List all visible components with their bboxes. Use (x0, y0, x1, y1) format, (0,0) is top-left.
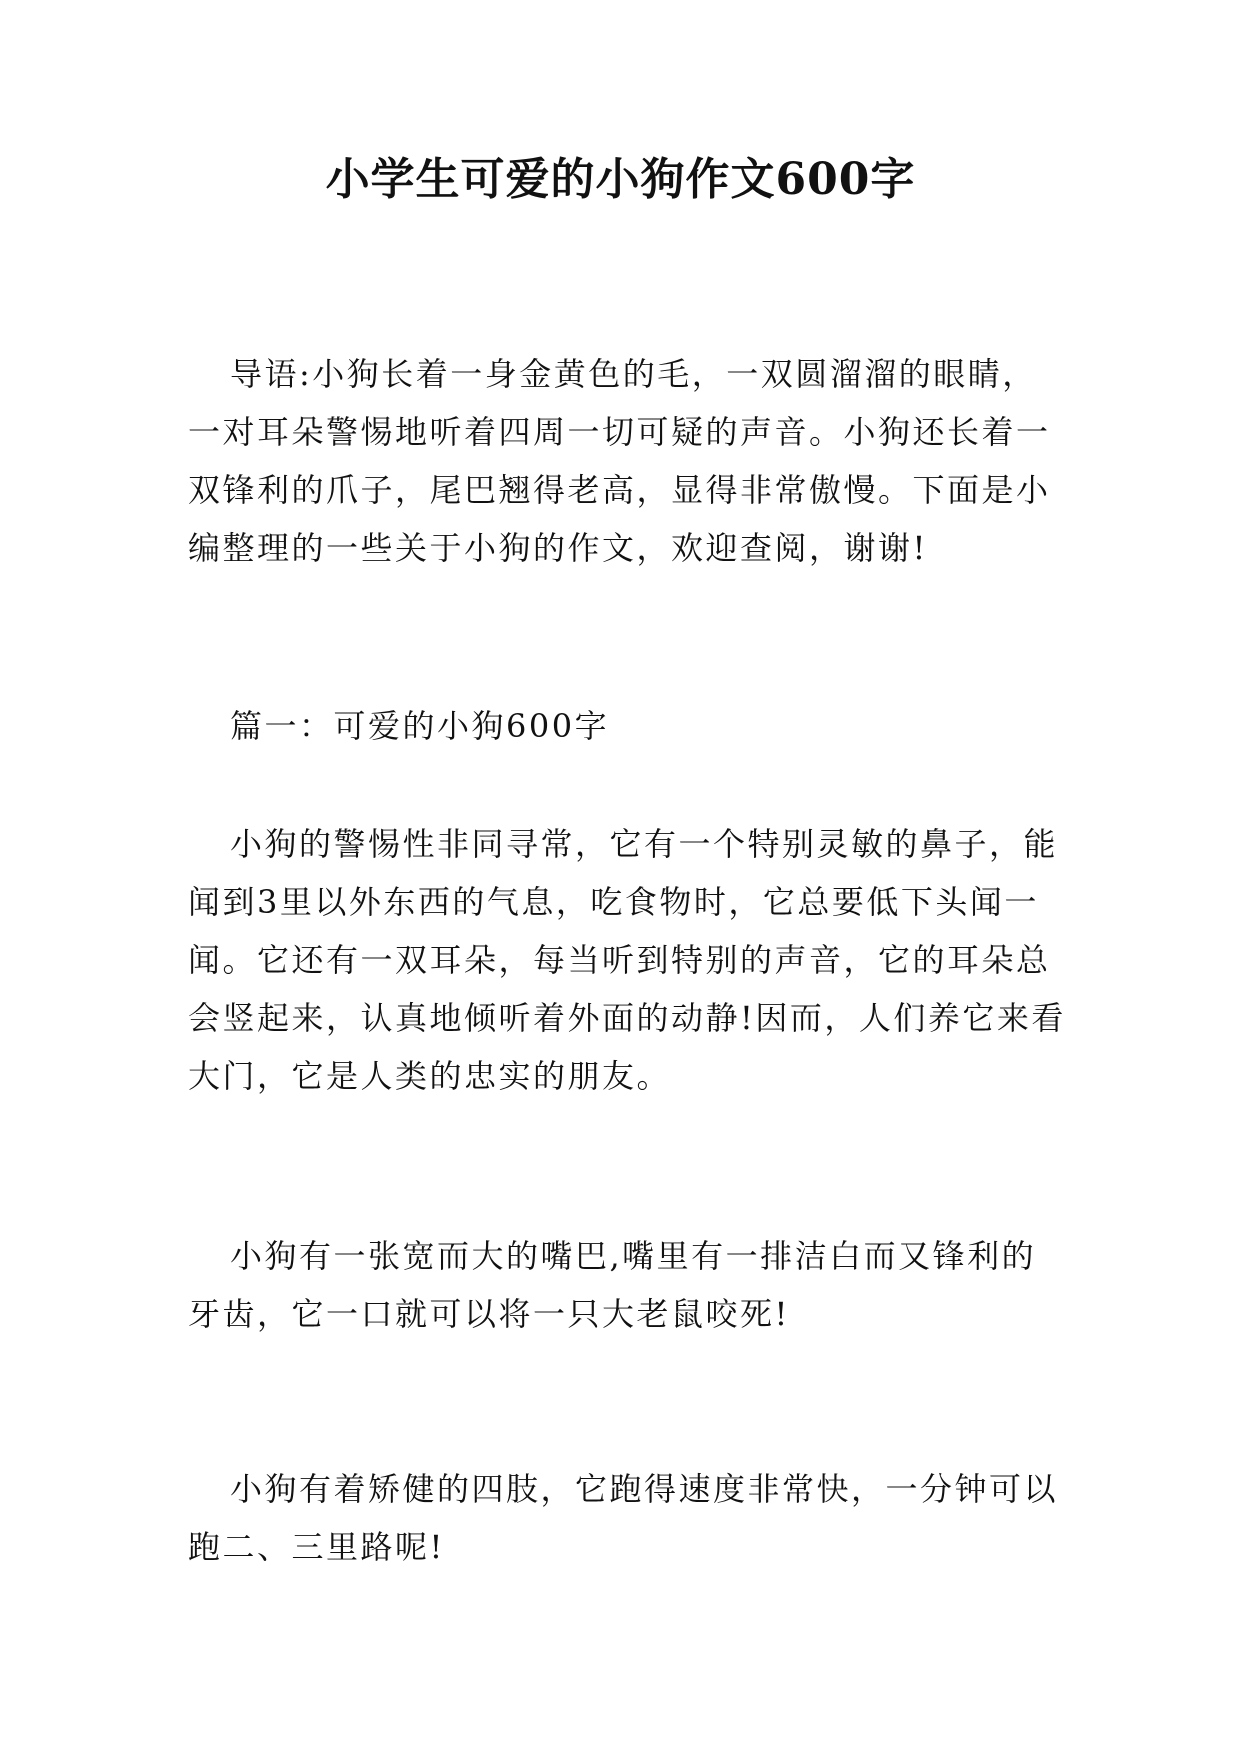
body-paragraph: 小狗的警惕性非同寻常，它有一个特别灵敏的鼻子，能闻到3里以外东西的气息，吃食物时，它总要低下头闻一闻。它还有一双耳朵，每当听到特别的声音，它的耳朵总会竖起来，认真地倾听着外面的动静!因而，人们养它来看大门，它是人类的忠实的朋友。 (188, 825, 1066, 1095)
body-paragraph: 小狗有一张宽而大的嘴巴,嘴里有一排洁白而又锋利的牙齿，它一口就可以将一只大老鼠咬死! (188, 1237, 1037, 1333)
section-heading: 篇一：可爱的小狗600字 (230, 707, 610, 745)
intro-paragraph: 导语:小狗长着一身金黄色的毛，一双圆溜溜的眼睛，一对耳朵警惕地听着四周一切可疑的声音。小狗还长着一双锋利的爪子，尾巴翘得老高，显得非常傲慢。下面是小编整理的一些关于小狗的作文，欢迎查阅，谢谢! (188, 355, 1051, 567)
document-title: 小学生可爱的小狗作文600字 (325, 154, 916, 205)
body-paragraph: 小狗有着矫健的四肢，它跑得速度非常快，一分钟可以跑二、三里路呢! (188, 1470, 1059, 1566)
